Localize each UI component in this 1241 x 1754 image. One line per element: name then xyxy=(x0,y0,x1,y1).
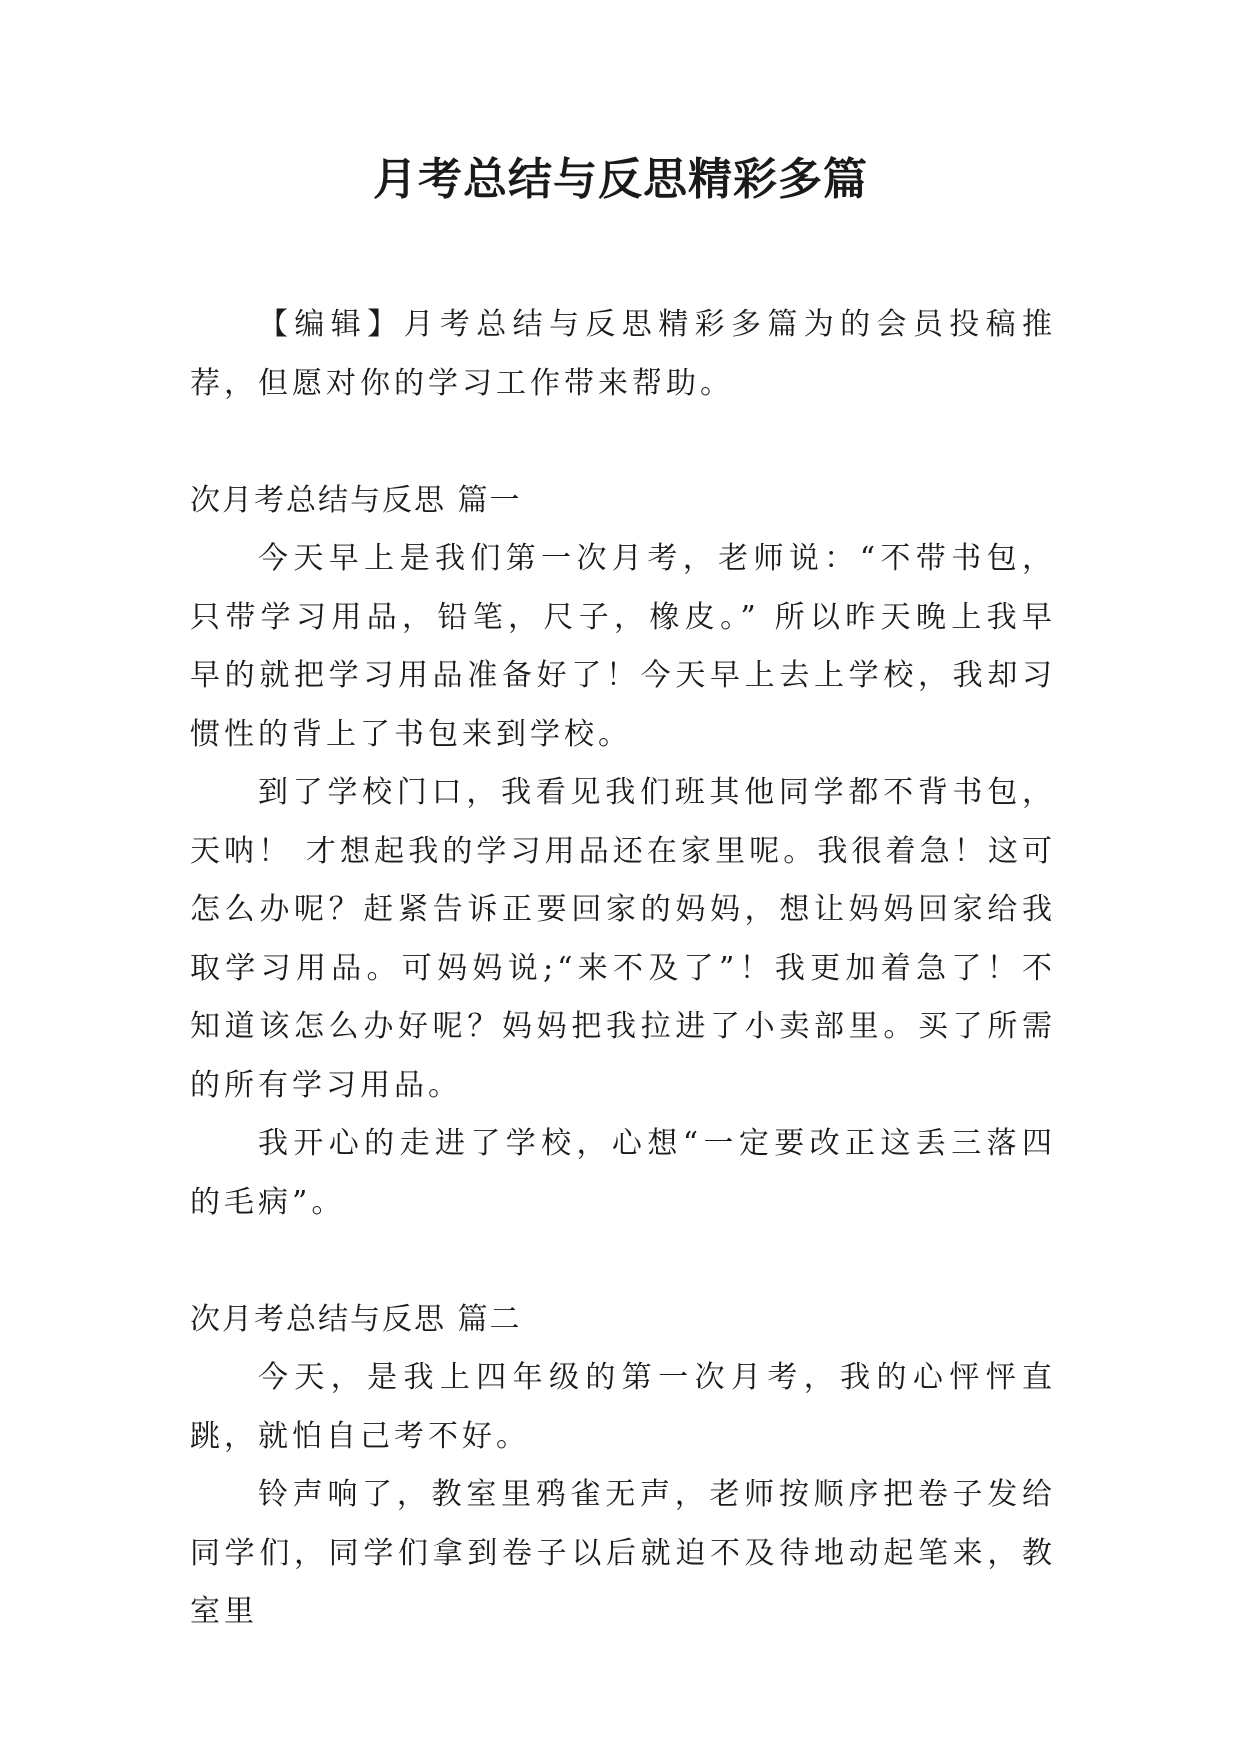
paragraph: 到了学校门口，我看见我们班其他同学都不背书包，天呐！ 才想起我的学习用品还在家里呢。我很着急！这可怎么办呢？赶紧告诉正要回家的妈妈，想让妈妈回家给我取学习用品。可妈妈说;“来不及了”！我更加着急了！不知道该怎么办好呢？妈妈把我拉进了小卖部里。买了所需的所有学习用品。 xyxy=(190,775,1056,1103)
paragraph: 我开心的走进了学校，心想“一定要改正这丢三落四的毛病”。 xyxy=(190,1126,1056,1220)
document-title: 月考总结与反思精彩多篇 xyxy=(373,154,868,205)
document-body xyxy=(190,296,1056,1642)
spacer xyxy=(190,413,1056,472)
section-heading: 次月考总结与反思 篇一 xyxy=(190,482,522,518)
paragraph: 铃声响了，教室里鸦雀无声，老师按顺序把卷子发给同学们，同学们拿到卷子以后就迫不及待地动起笔来，教室里 xyxy=(190,1477,1056,1629)
paragraph: 今天早上是我们第一次月考，老师说：“不带书包，只带学习用品，铅笔，尺子，橡皮。” 所以昨天晚上我早早的就把学习用品准备好了！今天早上去上学校，我却习惯性的背上了书包来到学校。 xyxy=(190,541,1056,752)
section-heading: 次月考总结与反思 篇二 xyxy=(190,1301,522,1337)
intro-paragraph: 【编辑】月考总结与反思精彩多篇为的会员投稿推荐，但愿对你的学习工作带来帮助。 xyxy=(190,307,1056,401)
spacer xyxy=(190,1232,1056,1291)
paragraph: 今天，是我上四年级的第一次月考，我的心怦怦直跳，就怕自己考不好。 xyxy=(190,1360,1056,1454)
